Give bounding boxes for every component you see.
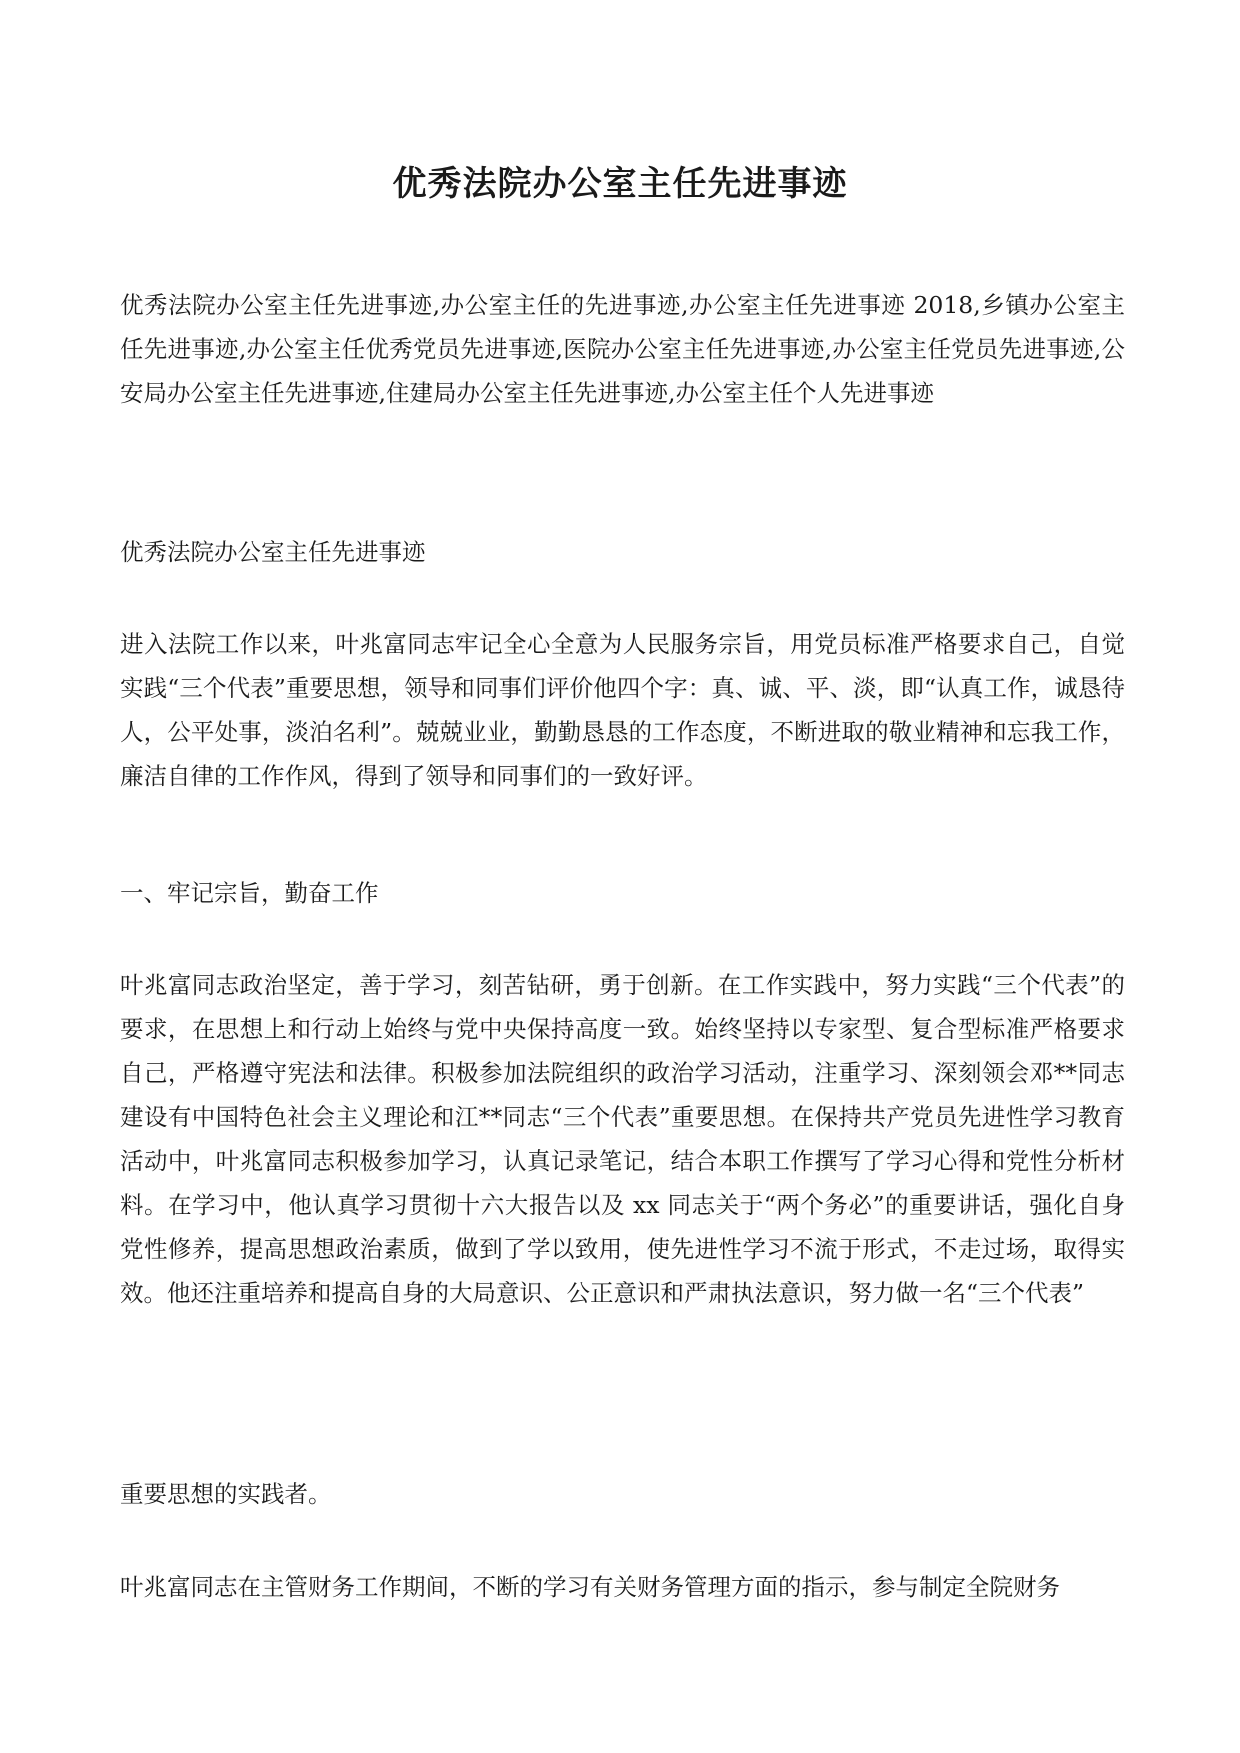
body-paragraph-4: 叶兆富同志在主管财务工作期间，不断的学习有关财务管理方面的指示，参与制定全院财务 [120,1573,1060,1601]
section-heading-1: 一、牢记宗旨，勤奋工作 [120,879,379,907]
body-paragraph-2: 叶兆富同志政治坚定，善于学习，刻苦钻研，勇于创新。在工作实践中，努力实践“三个代表”的要求，在思想上和行动上始终与党中央保持高度一致。始终坚持以专家型、复合型标准严格要求自己，严格遵守宪法和法律。积极参加法院组织的政治学习活动，注重学习、深刻领会邓**同志建设有中国特色社会主义理论和江**同志“三个代表”重要思想。在保持共产党员先进性学习教育活动中，叶兆富同志积极参加学习，认真记录笔记，结合本职工作撰写了学习心得和党性分析材料。在学习中，他认真学习贯彻十六大报告以及 xx 同志关于“两个务必”的重要讲话，强化自身党性修养，提高思想政治素质，做到了学以致用，使先进性学习不流于形式，不走过场，取得实效。他还注重培养和提高自身的大局意识、公正意识和严肃执法意识，努力做一名“三个代表” [120,971,1125,1307]
page-title: 优秀法院办公室主任先进事迹 [392,164,848,204]
subtitle: 优秀法院办公室主任先进事迹 [120,538,426,566]
body-paragraph-3: 重要思想的实践者。 [120,1480,332,1508]
keywords-paragraph: 优秀法院办公室主任先进事迹,办公室主任的先进事迹,办公室主任先进事迹 2018,乡镇办公室主任先进事迹,办公室主任优秀党员先进事迹,医院办公室主任先进事迹,办公室主任党员先进事迹,公安局办公室主任先进事迹,住建局办公室主任先进事迹,办公室主任个人先进事迹 [120,291,1125,407]
body-paragraph-1: 进入法院工作以来，叶兆富同志牢记全心全意为人民服务宗旨，用党员标准严格要求自己，自觉实践“三个代表”重要思想，领导和同事们评价他四个字：真、诚、平、淡，即“认真工作，诚恳待人，公平处事，淡泊名利”。兢兢业业，勤勤恳恳的工作态度，不断进取的敬业精神和忘我工作，廉洁自律的工作作风，得到了领导和同事们的一致好评。 [120,630,1125,790]
